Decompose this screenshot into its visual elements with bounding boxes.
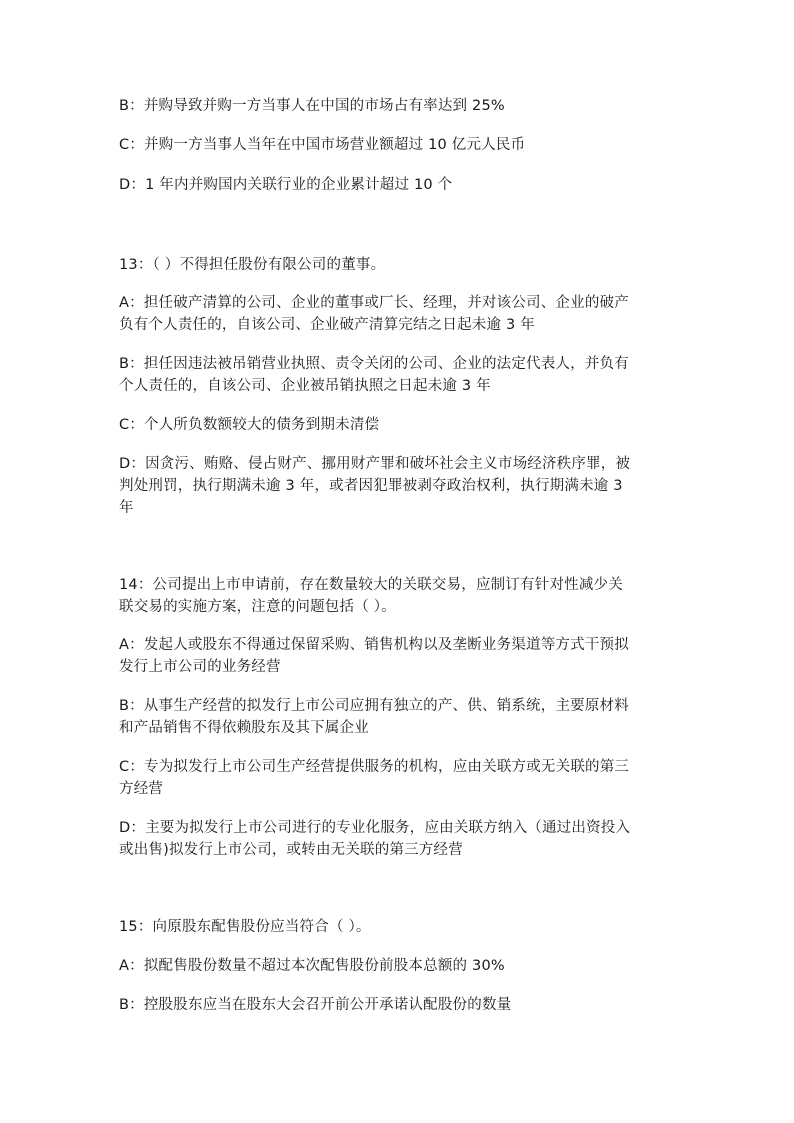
q14-option-a-line1: A：发起人或股东不得通过保留采购、销售机构以及垄断业务渠道等方式干预拟	[119, 637, 629, 653]
q13-option-a-line2: 负有个人责任的，自该公司、企业破产清算完结之日起未逾 3 年	[119, 317, 535, 333]
q14-option-b-line2: 和产品销售不得依赖股东及其下属企业	[119, 720, 369, 736]
q14-option-b-line1: B：从事生产经营的拟发行上市公司应拥有独立的产、供、销系统，主要原材料	[119, 698, 629, 714]
q13-option-d-line1: D：因贪污、贿赂、侵占财产、挪用财产罪和破坏社会主义市场经济秩序罪，被	[119, 456, 631, 472]
q14-question-line2: 联交易的实施方案，注意的问题包括（ ）。	[119, 599, 396, 615]
q15-question: 15：向原股东配售股份应当符合（ ）。	[119, 919, 371, 935]
q13-question: 13：（ ）不得担任股份有限公司的董事。	[119, 257, 386, 273]
q14-option-d-line2: 或出售)拟发行上市公司，或转由无关联的第三方经营	[119, 842, 463, 858]
q14-question-line1: 14：公司提出上市申请前，存在数量较大的关联交易，应制订有针对性减少关	[119, 577, 623, 593]
q15-option-b: B：控股股东应当在股东大会召开前公开承诺认配股份的数量	[119, 997, 512, 1013]
q13-option-b-line1: B：担任因违法被吊销营业执照、责令关闭的公司、企业的法定代表人，并负有	[119, 356, 629, 372]
q13-option-d-line3: 年	[119, 500, 134, 516]
q14-option-a-line2: 发行上市公司的业务经营	[119, 659, 281, 675]
q13-option-a-line1: A：担任破产清算的公司、企业的董事或厂长、经理，并对该公司、企业的破产	[119, 295, 629, 311]
q13-option-d-line2: 判处刑罚，执行期满未逾 3 年，或者因犯罪被剥夺政治权利，执行期满未逾 3	[119, 478, 623, 494]
q14-option-c-line2: 方经营	[119, 781, 164, 797]
q12-option-b: B：并购导致并购一方当事人在中国的市场占有率达到 25%	[119, 98, 505, 114]
q13-option-b-line2: 个人责任的，自该公司、企业被吊销执照之日起未逾 3 年	[119, 378, 491, 394]
q14-option-c-line1: C：专为拟发行上市公司生产经营提供服务的机构，应由关联方或无关联的第三	[119, 759, 630, 775]
q13-option-c: C：个人所负数额较大的债务到期未清偿	[119, 417, 380, 433]
q14-option-d-line1: D：主要为拟发行上市公司进行的专业化服务，应由关联方纳入（通过出资投入	[119, 820, 631, 836]
q12-option-d: D：1 年内并购国内关联行业的企业累计超过 10 个	[119, 177, 453, 193]
q15-option-a: A：拟配售股份数量不超过本次配售股份前股本总额的 30%	[119, 958, 505, 974]
q12-option-c: C：并购一方当事人当年在中国市场营业额超过 10 亿元人民币	[119, 137, 526, 153]
